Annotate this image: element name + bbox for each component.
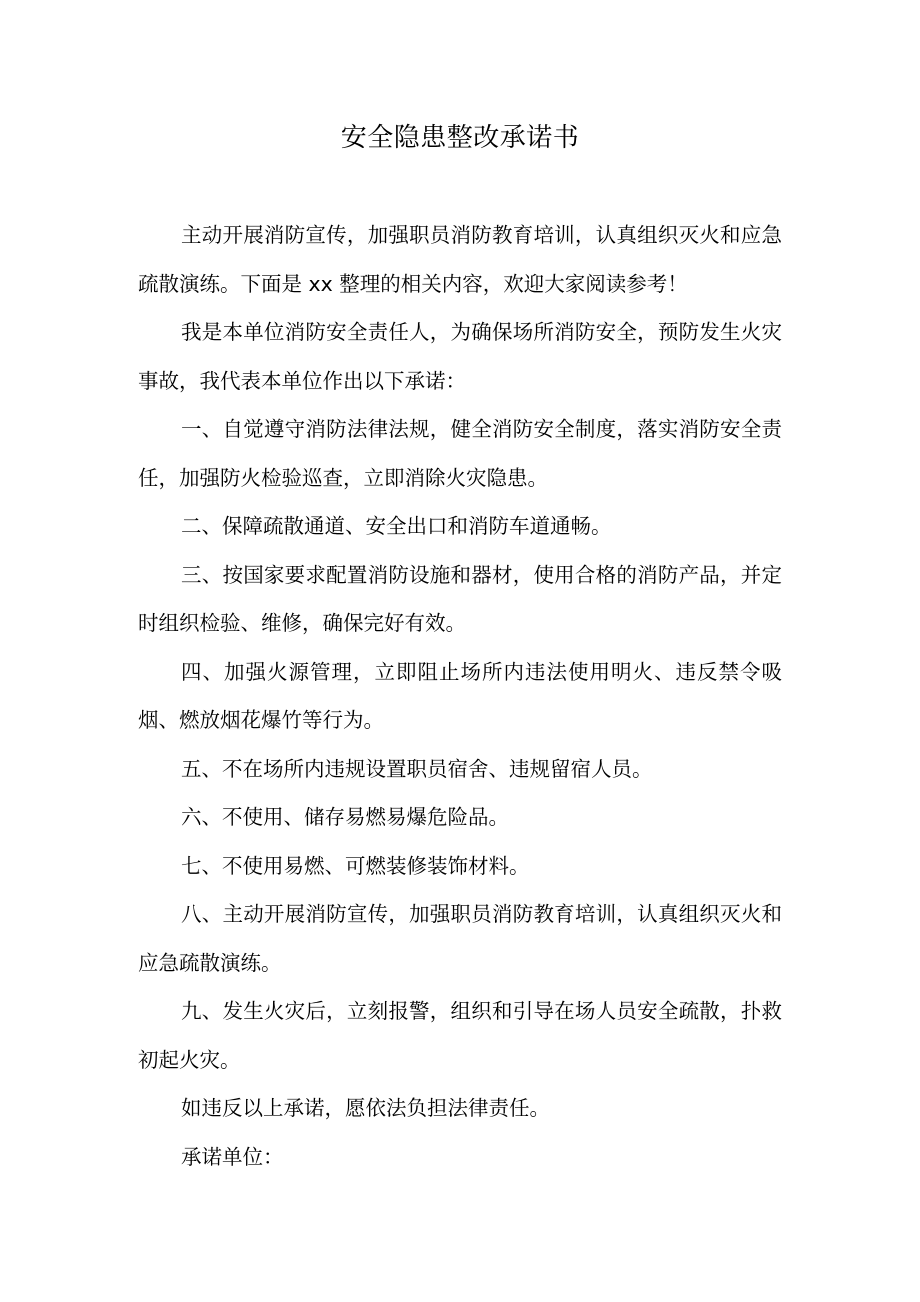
commitment-item-3: 三、按国家要求配置消防设施和器材，使用合格的消防产品，并定时组织检验、维修，确保完好有效。 <box>138 562 782 635</box>
liability-statement: 如违反以上承诺，愿依法负担法律责任。 <box>181 1096 550 1120</box>
intro-paragraph: 主动开展消防宣传，加强职员消防教育培训，认真组织灭火和应急疏散演练。下面是 xx 整理的相关内容，欢迎大家阅读参考！ <box>138 223 782 296</box>
commitment-item-6: 六、不使用、储存易燃易爆危险品。 <box>181 805 509 829</box>
commitment-item-8: 八、主动开展消防宣传，加强职员消防教育培训，认真组织灭火和应急疏散演练。 <box>138 902 782 975</box>
document-body <box>138 211 782 1181</box>
commitment-item-7: 七、不使用易燃、可燃装修装饰材料。 <box>181 853 530 878</box>
document-title: 安全隐患整改承诺书 <box>340 123 580 153</box>
responsibility-paragraph: 我是本单位消防安全责任人，为确保场所消防安全，预防发生火灾事故，我代表本单位作出以下承诺： <box>138 320 782 393</box>
commitment-item-2: 二、保障疏散通道、安全出口和消防车道通畅。 <box>181 514 612 538</box>
commitment-item-5: 五、不在场所内违规设置职员宿舍、违规留宿人员。 <box>181 756 653 781</box>
commitment-item-1: 一、自觉遵守消防法律法规，健全消防安全制度，落实消防安全责任，加强防火检验巡查，立即消除火灾隐患。 <box>138 417 782 490</box>
commitment-item-4: 四、加强火源管理，立即阻止场所内违法使用明火、违反禁令吸烟、燃放烟花爆竹等行为。 <box>138 659 782 732</box>
signing-unit-label: 承诺单位： <box>181 1144 284 1169</box>
commitment-item-9: 九、发生火灾后，立刻报警，组织和引导在场人员安全疏散，扑救初起火灾。 <box>138 999 782 1072</box>
